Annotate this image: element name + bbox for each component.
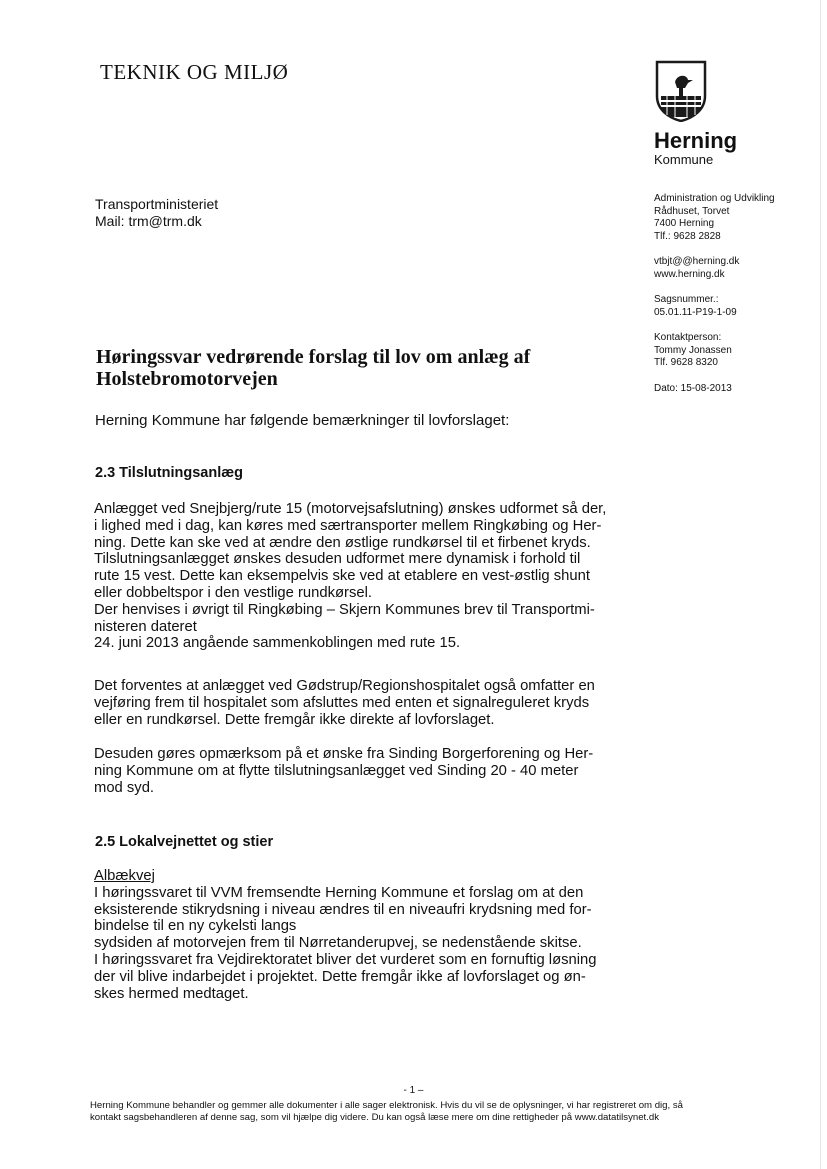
recipient-name: Transportministeriet xyxy=(95,196,219,212)
paragraph-line: bindelse til en ny cykelsti langs xyxy=(94,918,297,935)
paragraph-line: nisteren dateret xyxy=(94,618,197,635)
herning-coat-of-arms-icon xyxy=(655,60,707,122)
brand-subtitle: Kommune xyxy=(654,152,714,167)
subheading: Albækvej xyxy=(94,868,155,884)
paragraph-line: ning. Dette kan ske ved at ændre den østlige rundkørsel til et firbenet kryds. xyxy=(94,534,591,551)
intro-text: Herning Kommune har følgende bemærkninger til lovforslaget: xyxy=(95,412,510,429)
paragraph-line: Det forventes at anlægget ved Gødstrup/Regionshospitalet også omfatter en xyxy=(94,678,595,694)
paragraph-line: Desuden gøres opmærksom på et ønske fra Sinding Borgerforening og Her- xyxy=(94,746,594,762)
address-line: Rådhuset, Torvet xyxy=(654,205,730,217)
paragraph-line: eller dobbeltspor i den vestlige rundkørsel. xyxy=(94,584,372,601)
footer-line: kontakt sagsbehandleren af denne sag, som vil hjælpe dig videre. Du kan også læse mere om dine rettigheder på www.datatilsynet.dk xyxy=(90,1112,660,1123)
address-line: Administration og Udvikling xyxy=(654,193,775,204)
footer-notice xyxy=(90,1100,790,1124)
contact-person xyxy=(654,332,819,370)
case-number-label: Sagsnummer.: xyxy=(654,294,719,305)
case-number xyxy=(654,294,819,319)
paragraph-line: 24. juni 2013 angående sammenkoblingen med rute 15. xyxy=(94,635,461,652)
paragraph-line: eksisterende stikrydsning i niveau ændres til en niveaufri krydsning med for- xyxy=(94,901,592,918)
paragraph xyxy=(94,868,639,1002)
paragraph xyxy=(94,678,639,728)
paragraph-line: rute 15 vest. Dette kan eksempelvis ske ved at etablere en vest-østlig shunt xyxy=(94,568,590,585)
paragraph-line: I høringssvaret til VVM fremsendte Herning Kommune et forslag om at den xyxy=(94,884,584,901)
section-heading: 2.5 Lokalvejnettet og stier xyxy=(95,834,274,850)
document-date: Dato: 15-08-2013 xyxy=(654,382,732,394)
contact-name: Tommy Jonassen xyxy=(654,344,732,356)
sender-website: www.herning.dk xyxy=(654,268,725,280)
contact-label: Kontaktperson: xyxy=(654,332,722,343)
paragraph xyxy=(94,501,639,652)
paragraph-line: i lighed med i dag, kan køres med særtransporter mellem Ringkøbing og Her- xyxy=(94,517,602,534)
paragraph-line: skes hermed medtaget. xyxy=(94,985,249,1002)
recipient-block xyxy=(95,196,218,230)
address-phone: Tlf.: 9628 2828 xyxy=(654,230,721,242)
footer-line: Herning Kommune behandler og gemmer alle dokumenter i alle sager elektronisk. Hvis du vil se de oplysninger, vi har registreret om dig, så xyxy=(90,1100,683,1111)
paragraph-line: sydsiden af motorvejen frem til Nørretanderupvej, se nedenstående skitse. xyxy=(94,935,582,952)
sender-web xyxy=(654,256,819,281)
paragraph-line: vejføring frem til hospitalet som afsluttes med enten et signalreguleret kryds xyxy=(94,694,590,711)
paragraph-line: ning Kommune om at flytte tilslutningsanlægget ved Sinding 20 - 40 meter xyxy=(94,762,579,779)
case-number-value: 05.01.11-P19-1-09 xyxy=(654,306,737,318)
document-title: Høringssvar vedrørende forslag til lov om anlæg af Holstebromotorvejen xyxy=(96,346,531,390)
paragraph-line: der vil blive indarbejdet i projektet. Dette fremgår ikke af lovforslaget og øn- xyxy=(94,968,586,985)
page-number: - 1 – xyxy=(403,1085,424,1096)
sender-info xyxy=(654,193,819,395)
contact-phone: Tlf. 9628 8320 xyxy=(654,357,718,368)
paragraph-line: Anlægget ved Snejbjerg/rute 15 (motorvejsafslutning) ønskes udformet så der, xyxy=(94,501,607,517)
paragraph-line: I høringssvaret fra Vejdirektoratet bliver det vurderet som en fornuftig løsning xyxy=(94,951,597,968)
brand-name: Herning xyxy=(654,128,738,153)
sender-email: vtbjt@@herning.dk xyxy=(654,256,740,267)
paragraph-line: Tilslutningsanlægget ønskes desuden udformet mere dynamisk i forhold til xyxy=(94,551,581,568)
department-heading: TEKNIK OG MILJØ xyxy=(100,60,289,84)
paragraph xyxy=(94,746,639,796)
section-heading: 2.3 Tilslutningsanlæg xyxy=(95,465,243,481)
sender-address xyxy=(654,193,819,243)
page-edge xyxy=(820,0,821,1169)
paragraph-line: Der henvises i øvrigt til Ringkøbing – Skjern Kommunes brev til Transportmi- xyxy=(94,601,595,618)
recipient-email: Mail: trm@trm.dk xyxy=(95,213,202,229)
paragraph-line: mod syd. xyxy=(94,779,155,796)
paragraph-line: eller en rundkørsel. Dette fremgår ikke direkte af lovforslaget. xyxy=(94,711,495,728)
address-line: 7400 Herning xyxy=(654,218,715,229)
